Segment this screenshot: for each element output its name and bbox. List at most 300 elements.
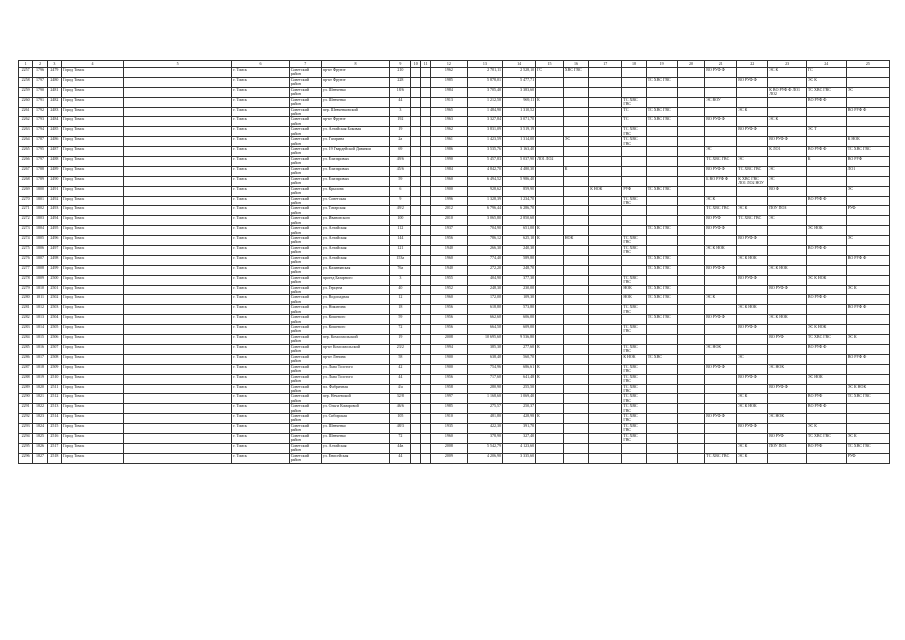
total-area-cell: 786,12 (467, 236, 502, 246)
work-type-cell-18 (622, 147, 646, 157)
work-type-cell-5 (123, 246, 231, 256)
work-type-cell-18: ТС ХВС ГВС (622, 127, 646, 137)
work-type-cell-10 (411, 335, 421, 345)
street-cell: пер. Шевченковский (321, 107, 390, 117)
work-type-cell-11 (421, 77, 431, 87)
total-area-cell: 1 212,50 (467, 97, 502, 107)
work-type-cell-17 (589, 275, 622, 285)
row-number: 2293 (19, 424, 33, 434)
record-id: 1802 (33, 206, 47, 216)
work-type-cell-11 (421, 404, 431, 414)
work-type-cell-17 (589, 374, 622, 384)
work-type-cell-24 (806, 137, 846, 147)
table-row (19, 127, 890, 137)
build-year-cell: 1940 (431, 246, 467, 256)
work-type-cell-20 (677, 226, 705, 236)
work-type-cell-24 (806, 107, 846, 117)
record-id: 1797 (33, 77, 47, 87)
city-cell: г. Томск (232, 424, 289, 434)
work-type-cell-17 (589, 117, 622, 127)
total-area-cell: 664,50 (467, 325, 502, 335)
total-area-cell: 275,57 (467, 404, 502, 414)
work-type-cell-11 (421, 364, 431, 374)
table-row (19, 265, 890, 275)
work-type-cell-11 (421, 255, 431, 265)
total-area-cell: 2 701,11 (467, 68, 502, 78)
build-year-cell: 2010 (431, 216, 467, 226)
house-number-cell: 40 (390, 285, 411, 295)
total-area-cell: 422,30 (467, 424, 502, 434)
work-type-cell-18: ТС ХВС ГВС (622, 394, 646, 404)
record-id: 1818 (33, 364, 47, 374)
row-number: 2270 (19, 196, 33, 206)
work-type-cell-15: ЛО1 ЛО2 (536, 157, 564, 167)
city-cell: г. Томск (232, 443, 289, 453)
table-body (19, 68, 890, 464)
work-type-cell-19 (646, 176, 677, 186)
work-type-cell-24: ЭС К (806, 77, 846, 87)
total-area-cell: 618,80 (467, 305, 502, 315)
table-row (19, 147, 890, 157)
build-year-cell: 1935 (431, 424, 467, 434)
work-type-cell-11 (421, 166, 431, 176)
work-type-cell-22: ЭС К НОК (737, 404, 768, 414)
work-type-cell-18 (622, 206, 646, 216)
work-type-cell-18: ТС ХВС ГВС (622, 433, 646, 443)
work-type-cell-18: ТС ХВС ГВС (622, 236, 646, 246)
work-type-cell-15 (536, 265, 564, 275)
table-row (19, 275, 890, 285)
living-area-cell: 4 480,30 (503, 166, 536, 176)
district-cell: Советский район (289, 453, 321, 463)
work-type-cell-5 (123, 394, 231, 404)
column-number-18: 18 (622, 61, 646, 68)
work-type-cell-17 (589, 443, 622, 453)
work-type-cell-19 (646, 394, 677, 404)
house-number-cell: 121 (390, 246, 411, 256)
work-type-cell-17 (589, 305, 622, 315)
table-row (19, 364, 890, 374)
work-type-cell-24 (806, 364, 846, 374)
work-type-cell-5 (123, 157, 231, 167)
work-type-cell-23: ЭС НОК (768, 414, 807, 424)
total-area-cell: 4 842,70 (467, 166, 502, 176)
work-type-cell-16 (563, 157, 588, 167)
work-type-cell-20 (677, 216, 705, 226)
work-type-cell-21: ЭС НОК (705, 344, 737, 354)
work-type-cell-25: ЭС (846, 186, 889, 196)
street-cell: ул. Шевченко (321, 97, 390, 107)
street-cell: ул. Крылова (321, 186, 390, 196)
work-type-cell-20 (677, 265, 705, 275)
row-number: 2273 (19, 226, 33, 236)
work-type-cell-22: ЭС К (737, 453, 768, 463)
column-number-13: 13 (467, 61, 502, 68)
work-type-cell-25: ЭС К НОК (846, 384, 889, 394)
city-cell: г. Томск (232, 374, 289, 384)
work-type-cell-20 (677, 246, 705, 256)
record-id: 1803 (33, 216, 47, 226)
living-area-cell: 2 850,60 (503, 216, 536, 226)
work-type-cell-25 (846, 176, 889, 186)
work-type-cell-10 (411, 97, 421, 107)
work-type-cell-20 (677, 117, 705, 127)
work-type-cell-24: ЭС НОК (806, 226, 846, 236)
work-type-cell-22: ВО РУФ Ф (737, 424, 768, 434)
work-type-cell-10 (411, 68, 421, 78)
work-type-cell-24: ВО РУФ (806, 394, 846, 404)
work-type-cell-18 (622, 335, 646, 345)
work-type-cell-23: ВО Ф (768, 186, 807, 196)
house-number-cell: 12 (390, 295, 411, 305)
work-type-cell-23 (768, 295, 807, 305)
street-cell: ул. Шевченко (321, 87, 390, 97)
work-type-cell-18 (622, 176, 646, 186)
column-number-9: 9 (390, 61, 411, 68)
municipality-cell: Город Томск (62, 295, 124, 305)
work-type-cell-20 (677, 255, 705, 265)
work-type-cell-5 (123, 414, 231, 424)
total-area-cell: 928,62 (467, 186, 502, 196)
column-number-25: 25 (846, 61, 889, 68)
work-type-cell-18 (622, 166, 646, 176)
work-type-cell-25: ЭС (846, 236, 889, 246)
work-type-cell-21 (705, 305, 737, 315)
row-number: 2263 (19, 127, 33, 137)
column-number-8: 8 (321, 61, 390, 68)
record-id: 1807 (33, 255, 47, 265)
work-type-cell-16 (563, 335, 588, 345)
work-type-cell-15 (536, 443, 564, 453)
work-type-cell-25 (846, 404, 889, 414)
work-type-cell-21: ВО РУФ Ф (705, 68, 737, 78)
work-type-cell-16 (563, 443, 588, 453)
city-cell: г. Томск (232, 285, 289, 295)
work-type-cell-24: ВО РУФ Ф (806, 344, 846, 354)
city-cell: г. Томск (232, 344, 289, 354)
city-cell: г. Томск (232, 97, 289, 107)
work-type-cell-17 (589, 246, 622, 256)
work-type-cell-16 (563, 216, 588, 226)
work-type-cell-18: НОК (622, 295, 646, 305)
street-cell: ул. Льва Толстого (321, 364, 390, 374)
work-type-cell-23: ВО РУФ Ф (768, 285, 807, 295)
total-area-cell: 717,60 (467, 374, 502, 384)
work-type-cell-21: ТС ХВС ГВС (705, 453, 737, 463)
address-id: 2507 (47, 344, 61, 354)
work-type-cell-17 (589, 226, 622, 236)
work-type-cell-19 (646, 433, 677, 443)
work-type-cell-15: ГС (536, 68, 564, 78)
work-type-cell-17 (589, 354, 622, 364)
house-number-cell: 9 (390, 196, 411, 206)
address-id: 2480 (47, 77, 61, 87)
work-type-cell-16 (563, 305, 588, 315)
work-type-cell-20 (677, 335, 705, 345)
work-type-cell-19 (646, 157, 677, 167)
work-type-cell-16 (563, 186, 588, 196)
living-area-cell: 3 071,70 (503, 117, 536, 127)
work-type-cell-19: ТС ХВС ГВС (646, 117, 677, 127)
municipality-cell: Город Томск (62, 236, 124, 246)
work-type-cell-5 (123, 97, 231, 107)
work-type-cell-20 (677, 206, 705, 216)
address-id: 2485 (47, 127, 61, 137)
table-row (19, 186, 890, 196)
table-row (19, 374, 890, 384)
city-cell: г. Томск (232, 166, 289, 176)
work-type-cell-20 (677, 147, 705, 157)
work-type-cell-20 (677, 344, 705, 354)
city-cell: г. Томск (232, 196, 289, 206)
work-type-cell-25: ЛО1 (846, 166, 889, 176)
work-type-cell-11 (421, 384, 431, 394)
column-number-17: 17 (589, 61, 622, 68)
table-row (19, 117, 890, 127)
work-type-cell-11 (421, 246, 431, 256)
house-number-cell: 18/6 (390, 87, 411, 97)
work-type-cell-15 (536, 325, 564, 335)
work-type-cell-10 (411, 246, 421, 256)
city-cell: г. Томск (232, 107, 289, 117)
work-type-cell-25: ВО РУФ Ф (846, 255, 889, 265)
address-id: 2504 (47, 315, 61, 325)
row-number: 2280 (19, 295, 33, 305)
table-row (19, 335, 890, 345)
street-cell: ул. Ивановского (321, 216, 390, 226)
record-id: 1815 (33, 335, 47, 345)
total-area-cell: 172,00 (467, 295, 502, 305)
work-type-cell-20 (677, 315, 705, 325)
work-type-cell-21 (705, 186, 737, 196)
record-id: 1789 (33, 176, 47, 186)
work-type-cell-15 (536, 137, 564, 147)
district-cell: Советский район (289, 176, 321, 186)
column-number-11: 11 (421, 61, 431, 68)
living-area-cell: 250,37 (503, 404, 536, 414)
work-type-cell-22: ВО РУФ Ф (737, 374, 768, 384)
work-type-cell-5 (123, 433, 231, 443)
house-number-cell: 44 (390, 374, 411, 384)
living-area-cell: 377,30 (503, 275, 536, 285)
municipality-cell: Город Томск (62, 216, 124, 226)
work-type-cell-16 (563, 265, 588, 275)
house-number-cell: 46/6 (390, 404, 411, 414)
street-cell: ул. Советская (321, 196, 390, 206)
address-id: 2518 (47, 453, 61, 463)
table-row (19, 87, 890, 97)
work-type-cell-25: ВО РУФ Ф (846, 354, 889, 364)
row-number: 2285 (19, 344, 33, 354)
total-area-cell: 1 328,39 (467, 196, 502, 206)
living-area-cell: 5 037,90 (503, 157, 536, 167)
work-type-cell-21: ВО РУФ Ф (705, 265, 737, 275)
municipality-cell: Город Томск (62, 176, 124, 186)
work-type-cell-21: ЭС ВОУ (705, 97, 737, 107)
work-type-cell-16: ХВС ГВС (563, 68, 588, 78)
work-type-cell-5 (123, 265, 231, 275)
living-area-cell: 560,70 (503, 354, 536, 364)
work-type-cell-23 (768, 255, 807, 265)
address-id: 2513 (47, 404, 61, 414)
address-id: 2498 (47, 255, 61, 265)
living-area-cell: 3 383,60 (503, 87, 536, 97)
table-row (19, 305, 890, 315)
work-type-cell-15 (536, 354, 564, 364)
work-type-cell-10 (411, 255, 421, 265)
work-type-cell-10 (411, 216, 421, 226)
municipality-cell: Город Томск (62, 344, 124, 354)
address-id: 2511 (47, 384, 61, 394)
address-id: 2502 (47, 295, 61, 305)
table-row (19, 414, 890, 424)
column-number-3: 3 (47, 61, 61, 68)
work-type-cell-16 (563, 87, 588, 97)
column-number-2: 2 (33, 61, 47, 68)
municipality-cell: Город Томск (62, 186, 124, 196)
row-number: 2260 (19, 97, 33, 107)
street-cell: ул. Елизаровых (321, 157, 390, 167)
municipality-cell: Город Томск (62, 147, 124, 157)
table-row (19, 77, 890, 87)
district-cell: Советский район (289, 236, 321, 246)
street-cell: ул. Елизаровых (321, 166, 390, 176)
work-type-cell-15: К (536, 226, 564, 236)
total-area-cell: 5 878,01 (467, 77, 502, 87)
work-type-cell-17 (589, 147, 622, 157)
address-id: 2489 (47, 166, 61, 176)
work-type-cell-11 (421, 196, 431, 206)
record-id: 1823 (33, 414, 47, 424)
municipality-cell: Город Томск (62, 77, 124, 87)
work-type-cell-18: ТС ХВС ГВС (622, 404, 646, 414)
build-year-cell: 1990 (431, 157, 467, 167)
table-row (19, 453, 890, 463)
work-type-cell-17 (589, 196, 622, 206)
street-cell: пр-кт Ленина (321, 354, 390, 364)
row-number: 2288 (19, 374, 33, 384)
work-type-cell-18: РУФ (622, 186, 646, 196)
address-id: 2499 (47, 265, 61, 275)
build-year-cell: 1900 (431, 354, 467, 364)
living-area-cell: 1 314,00 (503, 137, 536, 147)
living-area-cell: 1 069,40 (503, 394, 536, 404)
work-type-cell-23: ЭС К НОК (768, 265, 807, 275)
city-cell: г. Томск (232, 77, 289, 87)
work-type-cell-15 (536, 186, 564, 196)
municipality-cell: Город Томск (62, 157, 124, 167)
work-type-cell-10 (411, 344, 421, 354)
work-type-cell-16 (563, 384, 588, 394)
work-type-cell-15 (536, 147, 564, 157)
work-type-cell-22: ЭС (737, 354, 768, 364)
district-cell: Советский район (289, 117, 321, 127)
address-id: 2494 (47, 216, 61, 226)
work-type-cell-21: ЭС (705, 147, 737, 157)
work-type-cell-23: ЭС К НОК (768, 315, 807, 325)
work-type-cell-23 (768, 275, 807, 285)
work-type-cell-25 (846, 265, 889, 275)
work-type-cell-18: ТС ХВС ГВС (622, 196, 646, 206)
house-number-cell: 48/3 (390, 424, 411, 434)
district-cell: Советский район (289, 404, 321, 414)
build-year-cell: 1961 (431, 137, 467, 147)
work-type-cell-11 (421, 414, 431, 424)
work-type-cell-10 (411, 117, 421, 127)
work-type-cell-23 (768, 374, 807, 384)
work-type-cell-19 (646, 335, 677, 345)
work-type-cell-11 (421, 186, 431, 196)
work-type-cell-19 (646, 68, 677, 78)
work-type-cell-23: ЭС (768, 176, 807, 186)
work-type-cell-15 (536, 87, 564, 97)
work-type-cell-10 (411, 443, 421, 453)
work-type-cell-19 (646, 404, 677, 414)
work-type-cell-5 (123, 166, 231, 176)
record-id: 1806 (33, 246, 47, 256)
row-number: 2258 (19, 77, 33, 87)
register-sheet (18, 60, 890, 464)
work-type-cell-15 (536, 206, 564, 216)
work-type-cell-21: ВО РУФ Ф (705, 414, 737, 424)
row-number: 2268 (19, 176, 33, 186)
build-year-cell: 1986 (431, 147, 467, 157)
house-number-cell: 59 (390, 315, 411, 325)
build-year-cell: 2012 (431, 206, 467, 216)
work-type-cell-18 (622, 315, 646, 325)
house-number-cell: 44 (390, 453, 411, 463)
row-number: 2282 (19, 315, 33, 325)
work-type-cell-19: ТС ХВС ГВС (646, 186, 677, 196)
total-area-cell: 638,40 (467, 354, 502, 364)
work-type-cell-23 (768, 424, 807, 434)
record-id: 1809 (33, 275, 47, 285)
work-type-cell-10 (411, 206, 421, 216)
living-area-cell: 859,90 (503, 186, 536, 196)
district-cell: Советский район (289, 433, 321, 443)
record-id: 1793 (33, 117, 47, 127)
work-type-cell-10 (411, 285, 421, 295)
street-cell: пер. Нечаевский (321, 394, 390, 404)
work-type-cell-21 (705, 394, 737, 404)
work-type-cell-18 (622, 265, 646, 275)
table-row (19, 216, 890, 226)
table-row (19, 433, 890, 443)
municipality-cell: Город Томск (62, 285, 124, 295)
record-id: 1787 (33, 137, 47, 147)
column-number-5: 5 (123, 61, 231, 68)
municipality-cell: Город Томск (62, 226, 124, 236)
work-type-cell-5 (123, 206, 231, 216)
municipality-cell: Город Томск (62, 206, 124, 216)
city-cell: г. Томск (232, 275, 289, 285)
work-type-cell-20 (677, 166, 705, 176)
city-cell: г. Томск (232, 384, 289, 394)
work-type-cell-24: ЭС К НОК (806, 325, 846, 335)
work-type-cell-17 (589, 107, 622, 117)
work-type-cell-20 (677, 285, 705, 295)
record-id: 1814 (33, 325, 47, 335)
work-type-cell-23 (768, 394, 807, 404)
municipality-cell: Город Томск (62, 433, 124, 443)
work-type-cell-5 (123, 384, 231, 394)
work-type-cell-21: ВО РУФ Ф (705, 166, 737, 176)
work-type-cell-23: ПОУ ПОЗ (768, 443, 807, 453)
work-type-cell-23 (768, 127, 807, 137)
house-number-cell: 44 (390, 97, 411, 107)
work-type-cell-16 (563, 374, 588, 384)
work-type-cell-25: ЭС К (846, 433, 889, 443)
